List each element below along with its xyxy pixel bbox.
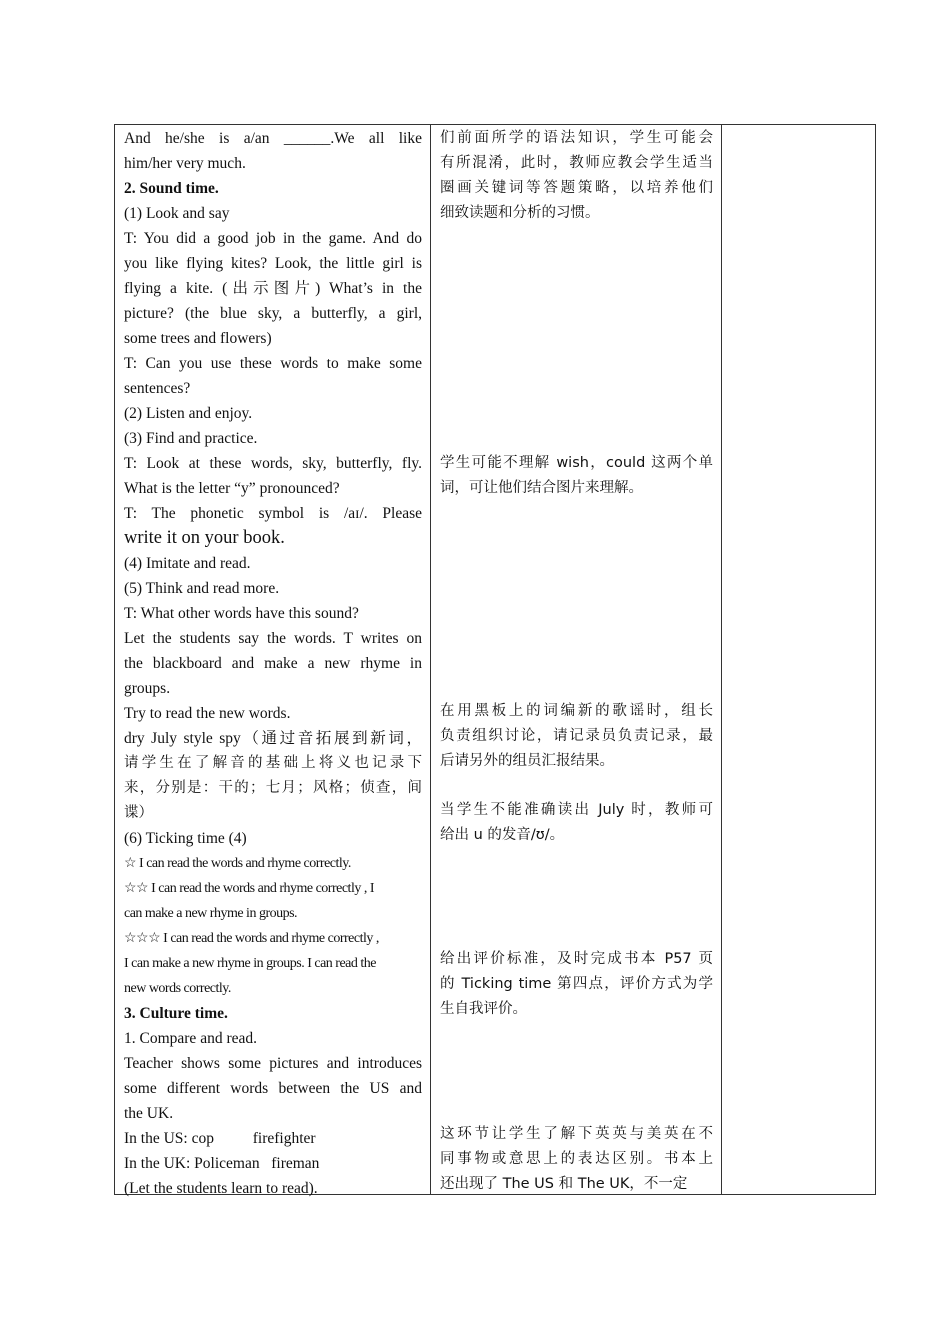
note-line: 给出评价标准，及时完成书本 P57 页 (440, 951, 713, 967)
note-july-pronunciation (440, 798, 713, 848)
procedure-text (124, 126, 422, 1201)
note-line: 学生可能不理解 wish，could 这两个单 (440, 455, 713, 471)
note-line: 给出 u 的发音/ʊ/。 (440, 827, 565, 843)
procedure-line: (1) Look and say (124, 205, 230, 222)
procedure-line: new words correctly. (124, 981, 231, 996)
procedure-line: T: The phonetic symbol is /aɪ/. Please (124, 505, 422, 522)
note-line: 还出现了 The US 和 The UK，不一定 (440, 1176, 688, 1192)
lesson-plan-table (114, 124, 876, 1195)
procedure-line: In the UK: Policeman fireman (124, 1155, 320, 1172)
procedure-line: T: You did a good job in the game. And do (124, 230, 422, 247)
procedure-line: write it on your book. (124, 528, 285, 548)
note-grammar-strategy (440, 126, 713, 226)
procedure-line: T: Look at these words, sky, butterfly, fly. (124, 455, 422, 472)
procedure-line: ☆ I can read the words and rhyme correctly. (124, 856, 351, 871)
note-line: 有所混淆，此时，教师应教会学生适当 (440, 155, 713, 171)
procedure-line: Teacher shows some pictures and introduces (124, 1055, 422, 1072)
note-line: 生自我评价。 (440, 1001, 527, 1017)
procedure-line: (4) Imitate and read. (124, 555, 251, 572)
procedure-line: picture? (the blue sky, a butterfly, a girl, (124, 305, 422, 322)
procedure-line: 3. Culture time. (124, 1005, 228, 1022)
note-group-rhyme (440, 699, 713, 774)
procedure-line: In the US: cop firefighter (124, 1130, 316, 1147)
procedure-line: 2. Sound time. (124, 180, 219, 197)
procedure-line: ☆☆ I can read the words and rhyme correctly , I (124, 881, 374, 896)
procedure-line: you like flying kites? Look, the little girl is (124, 255, 422, 272)
procedure-line: some different words between the US and (124, 1080, 422, 1097)
procedure-line: (6) Ticking time (4) (124, 830, 247, 847)
procedure-line: T: Can you use these words to make some (124, 355, 422, 372)
note-line: 圈画关键词等答题策略，以培养他们 (440, 180, 713, 196)
remarks-column (722, 125, 875, 1194)
note-line: 的 Ticking time 第四点，评价方式为学 (440, 976, 713, 992)
note-line: 细致读题和分析的习惯。 (440, 205, 600, 221)
procedure-line: T: What other words have this sound? (124, 605, 359, 622)
procedure-line: And he/she is a/an ______.We all like (124, 130, 422, 147)
procedure-line: some trees and flowers) (124, 330, 272, 347)
note-line: 们前面所学的语法知识，学生可能会 (440, 130, 713, 146)
note-line: 当学生不能准确读出 July 时，教师可 (440, 802, 713, 818)
procedure-line: dry July style spy（通过音拓展到新词， (124, 730, 422, 747)
note-line: 这环节让学生了解下英英与美英在不 (440, 1126, 713, 1142)
procedure-line: I can make a new rhyme in groups. I can read the (124, 956, 376, 971)
procedure-line: What is the letter “y” pronounced? (124, 480, 340, 497)
procedure-line: (Let the students learn to read). (124, 1180, 318, 1197)
procedure-line: groups. (124, 680, 171, 697)
procedure-column (115, 125, 431, 1197)
procedure-line: the UK. (124, 1105, 174, 1122)
procedure-line: ☆☆☆ I can read the words and rhyme correctly , (124, 931, 379, 946)
procedure-line: 1. Compare and read. (124, 1030, 257, 1047)
procedure-line: Try to read the new words. (124, 705, 291, 722)
procedure-line: 谍） (124, 805, 153, 821)
procedure-line: (2) Listen and enjoy. (124, 405, 253, 422)
note-vocabulary-pictures (440, 451, 713, 501)
design-notes-column (431, 125, 722, 1194)
note-line: 在用黑板上的词编新的歌谣时，组长 (440, 703, 713, 719)
procedure-line: him/her very much. (124, 155, 246, 172)
note-us-uk-difference (440, 1122, 713, 1197)
procedure-line: can make a new rhyme in groups. (124, 906, 298, 921)
procedure-line: the blackboard and make a new rhyme in (124, 655, 422, 672)
procedure-line: 来，分别是：干的；七月；风格；侦查，间 (124, 780, 422, 796)
note-line: 后请另外的组员汇报结果。 (440, 753, 614, 769)
note-line: 同事物或意思上的表达区别。书本上 (440, 1151, 713, 1167)
procedure-line: (5) Think and read more. (124, 580, 280, 597)
note-ticking-time (440, 947, 713, 1022)
procedure-line: (3) Find and practice. (124, 430, 258, 447)
procedure-line: sentences? (124, 380, 191, 397)
procedure-line: flying a kite. (出示图片) What’s in the (124, 280, 422, 297)
note-line: 负责组织讨论，请记录员负责记录，最 (440, 728, 713, 744)
note-line: 词，可让他们结合图片来理解。 (440, 480, 643, 496)
procedure-line: 请学生在了解音的基础上将义也记录下 (124, 755, 422, 771)
procedure-line: Let the students say the words. T writes on (124, 630, 422, 647)
